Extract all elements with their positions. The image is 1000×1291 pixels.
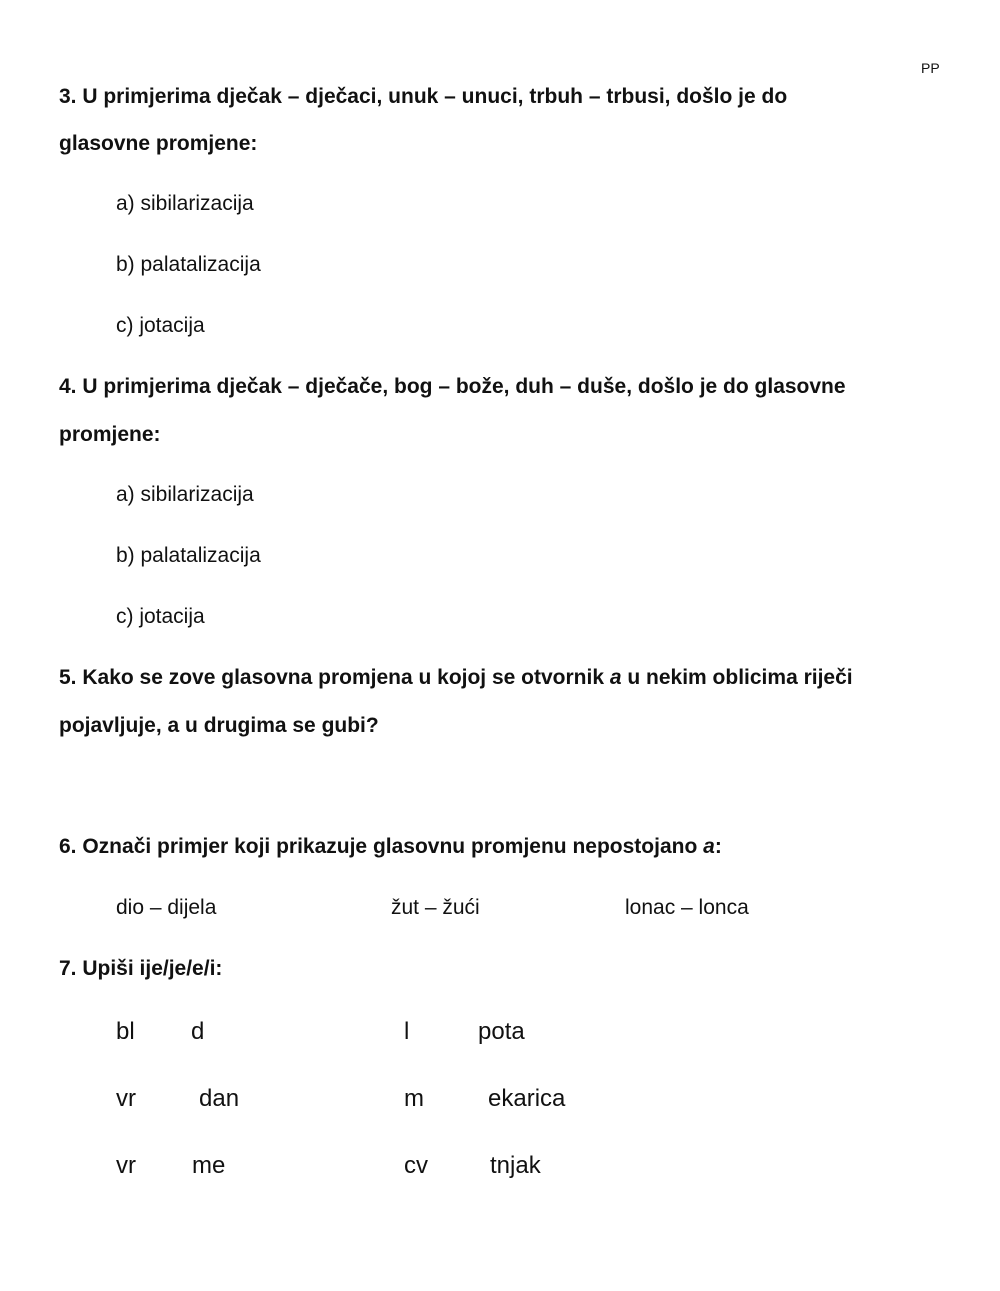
fill-row-3-left-b: me	[192, 1152, 226, 1179]
question-6-example-1[interactable]: dio – dijela	[116, 896, 217, 919]
question-6-text-pre: 6. Označi primjer koji prikazuje glasovnu promjenu nepostojano	[59, 835, 704, 858]
fill-row-2-left-b: dan	[199, 1085, 240, 1112]
fill-row-3-right-a: cv	[404, 1152, 428, 1179]
question-4-option-a[interactable]: a) sibilarizacija	[116, 483, 254, 506]
question-5-line-2: pojavljuje, a u drugima se gubi?	[59, 714, 379, 737]
question-3-option-a[interactable]: a) sibilarizacija	[116, 192, 254, 215]
fill-row-1-right-a: l	[404, 1018, 410, 1045]
question-7-text: 7. Upiši ije/je/e/i:	[59, 957, 223, 980]
question-4-line-1: 4. U primjerima dječak – dječače, bog – bože, duh – duše, došlo je do glasovne	[59, 375, 846, 398]
fill-row-2-left-a: vr	[116, 1085, 136, 1112]
question-5-line-1	[59, 665, 853, 691]
fill-row-2-right-a: m	[404, 1085, 424, 1112]
question-3-line-1: 3. U primjerima dječak – dječaci, unuk – unuci, trbuh – trbusi, došlo je do	[59, 85, 788, 108]
question-5-emphasis: a	[609, 666, 622, 689]
question-6-text	[59, 834, 722, 860]
page-mark: PP	[921, 60, 940, 76]
question-5-text-post: u nekim oblicima riječi	[621, 666, 853, 689]
question-4-line-2: promjene:	[59, 423, 161, 446]
fill-row-1-left-a: bl	[116, 1018, 135, 1045]
fill-row-3-right-b: tnjak	[490, 1152, 541, 1179]
fill-row-3-left-a: vr	[116, 1152, 136, 1179]
question-6-emphasis: a	[703, 835, 715, 858]
fill-row-1-left-b: d	[191, 1018, 205, 1045]
question-3-line-2: glasovne promjene:	[59, 132, 258, 155]
fill-row-1-right-b: pota	[478, 1018, 525, 1045]
question-6-example-3[interactable]: lonac – lonca	[625, 896, 749, 919]
question-4-option-c[interactable]: c) jotacija	[116, 605, 205, 628]
question-6-text-post: :	[714, 835, 722, 858]
fill-row-2-right-b: ekarica	[488, 1085, 566, 1112]
question-5-text-pre: 5. Kako se zove glasovna promjena u kojoj se otvornik	[59, 666, 610, 689]
question-4-option-b[interactable]: b) palatalizacija	[116, 544, 261, 567]
question-6-example-2[interactable]: žut – žući	[391, 896, 480, 919]
question-3-option-b[interactable]: b) palatalizacija	[116, 253, 261, 276]
question-3-option-c[interactable]: c) jotacija	[116, 314, 205, 337]
